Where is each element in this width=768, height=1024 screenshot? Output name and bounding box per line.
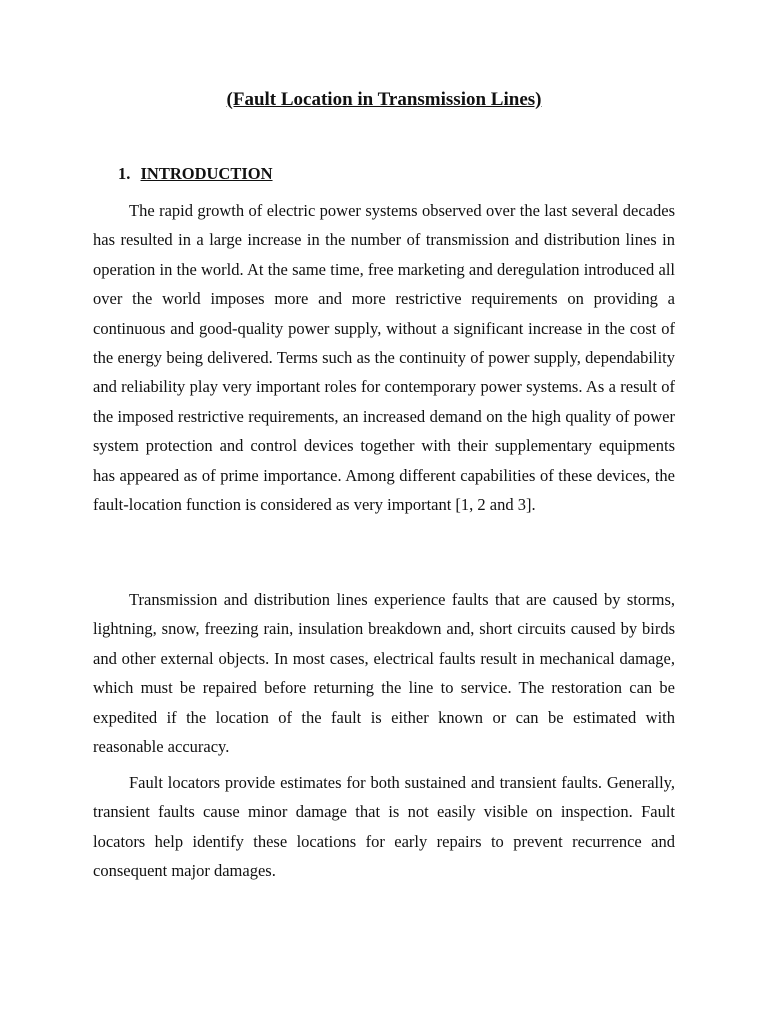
section-heading-label: INTRODUCTION (140, 164, 273, 183)
section-number: 1. (118, 164, 131, 183)
section-heading (118, 163, 273, 185)
document-title: (Fault Location in Transmission Lines) (226, 89, 542, 110)
paragraph-1: The rapid growth of electric power systems observed over the last several decades has resulted in a large increase in the number of transmission and distribution lines in operation in the world. At the same time, free marketing and deregulation introduced all over the world imposes more and more restrictive requirements on providing a continuous and good-quality power supply, without a significant increase in the cost of the energy being delivered. Terms such as the continuity of power supply, dependability and reliability play very important roles for contemporary power systems. As a result of the imposed restrictive requirements, an increased demand on the high quality of power system protection and control devices together with their supplementary equipments has appeared as of prime importance. Among different capabilities of these devices, the fault-location function is considered as very important [1, 2 and 3]. (93, 201, 675, 515)
paragraph-3: Fault locators provide estimates for both sustained and transient faults. Generally, transient faults cause minor damage that is not easily visible on inspection. Fault locators help identify these locations for early repairs to prevent recurrence and consequent major damages. (93, 773, 675, 881)
paragraph-2: Transmission and distribution lines experience faults that are caused by storms, lightning, snow, freezing rain, insulation breakdown and, short circuits caused by birds and other external objects. In most cases, electrical faults result in mechanical damage, which must be repaired before returning the line to service. The restoration can be expedited if the location of the fault is either known or can be estimated with reasonable accuracy. (93, 590, 675, 757)
